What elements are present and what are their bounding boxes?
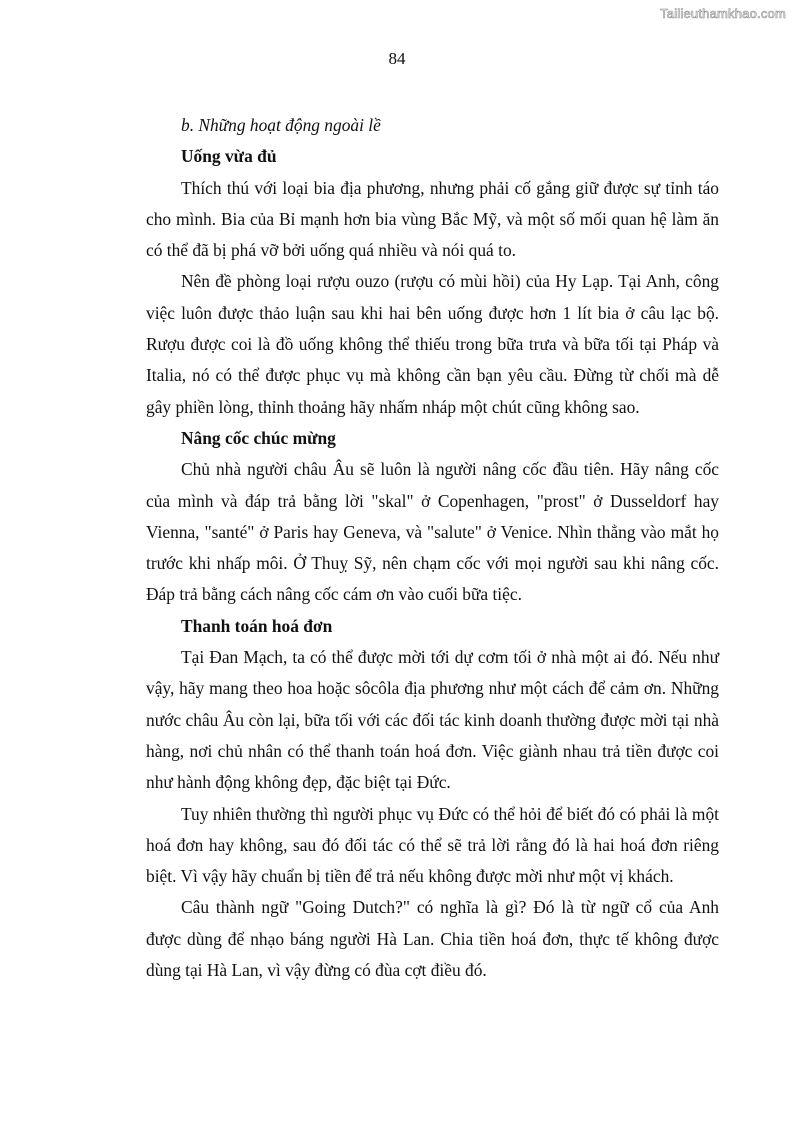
paragraph: Nên đề phòng loại rượu ouzo (rượu có mùi hồi) của Hy Lạp. Tại Anh, công việc luôn được thảo luận sau khi hai bên uống được hơn 1 lít bia ở câu lạc bộ. Rượu được coi là đồ uống không thể thiếu trong bữa trưa và bữa tối tại Pháp và Italia, nó có thể được phục vụ mà không cần bạn yêu cầu. Đừng từ chối mà dễ gây phiền lòng, thỉnh thoảng hãy nhấm nháp một chút cũng không sao. bbox=[146, 271, 719, 417]
page-number: 84 bbox=[388, 49, 406, 68]
heading-toasting: Nâng cốc chúc mừng bbox=[181, 427, 336, 448]
section-title: b. Những hoạt động ngoài lề bbox=[181, 115, 381, 135]
watermark: Tailieuthamkhao.com bbox=[660, 6, 786, 21]
paragraph: Tuy nhiên thường thì người phục vụ Đức có thể hỏi để biết đó có phải là một hoá đơn hay không, sau đó đối tác có thể sẽ trả lời rằng đó là hai hoá đơn riêng biệt. Vì vậy hãy chuẩn bị tiền để trả nếu không được mời như một vị khách. bbox=[146, 803, 719, 887]
paragraph: Chủ nhà người châu Âu sẽ luôn là người nâng cốc đầu tiên. Hãy nâng cốc của mình và đáp trả bằng lời "skal" ở Copenhagen, "prost" ở Dusseldorf hay Vienna, "santé" ở Paris hay Geneva, và "salute" ở Venice. Nhìn thẳng vào mắt họ trước khi nhấp môi. Ở Thuỵ Sỹ, nên chạm cốc với mọi người sau khi nâng cốc. Đáp trả bằng cách nâng cốc cám ơn vào cuối bữa tiệc. bbox=[146, 459, 719, 605]
page-body bbox=[146, 110, 719, 986]
heading-paying-bill: Thanh toán hoá đơn bbox=[181, 615, 333, 636]
paragraph: Câu thành ngữ "Going Dutch?" có nghĩa là gì? Đó là từ ngữ cổ của Anh được dùng để nhạo báng người Hà Lan. Chia tiền hoá đơn, thực tế không được dùng tại Hà Lan, vì vậy đừng có đùa cợt điều đó. bbox=[146, 897, 719, 981]
paragraph: Thích thú với loại bia địa phương, nhưng phải cố gắng giữ được sự tỉnh táo cho mình. Bia của Bỉ mạnh hơn bia vùng Bắc Mỹ, và một số mối quan hệ làm ăn có thể đã bị phá vỡ bởi uống quá nhiều và nói quá to. bbox=[146, 177, 719, 261]
heading-drinking: Uống vừa đủ bbox=[181, 146, 277, 167]
paragraph: Tại Đan Mạch, ta có thể được mời tới dự cơm tối ở nhà một ai đó. Nếu như vậy, hãy mang theo hoa hoặc sôcôla địa phương như một cách để cảm ơn. Những nước châu Âu còn lại, bữa tối với các đối tác kinh doanh thường được mời tại nhà hàng, nơi chủ nhân có thể thanh toán hoá đơn. Việc giành nhau trả tiền được coi như hành động không đẹp, đặc biệt tại Đức. bbox=[146, 647, 719, 793]
